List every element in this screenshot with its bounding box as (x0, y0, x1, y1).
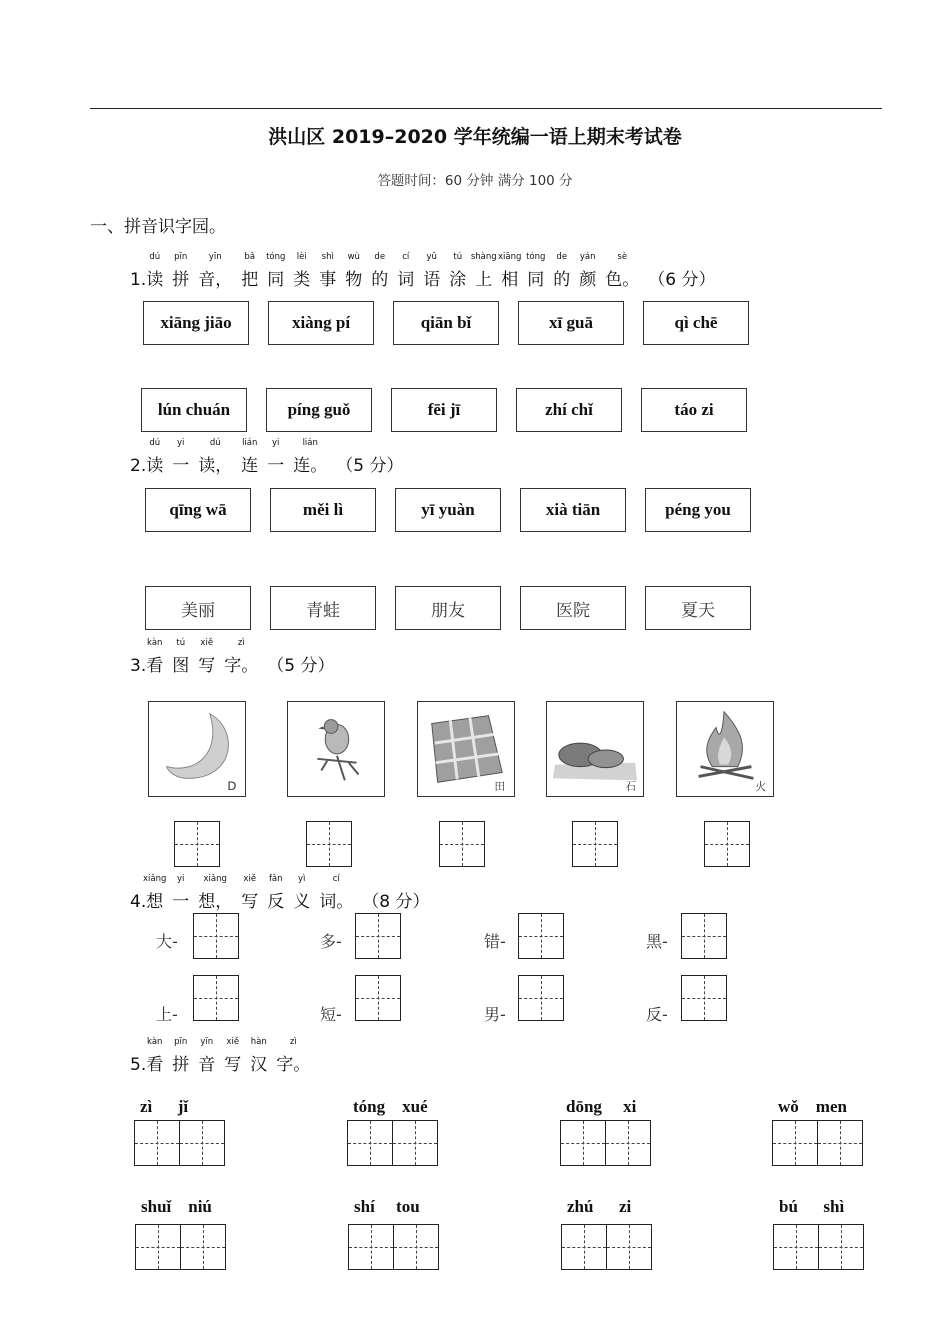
pinyin-word-box[interactable]: péng you (645, 488, 751, 532)
field-picture (417, 701, 515, 797)
pinyin-char: xiě 写 (198, 651, 215, 676)
pinyin-word-box[interactable]: lún chuán (141, 388, 247, 432)
writing-grid[interactable] (560, 1120, 606, 1166)
writing-grid[interactable] (439, 821, 485, 867)
writing-grid[interactable] (704, 821, 750, 867)
pinyin-annotation: yīn (200, 1037, 214, 1047)
pinyin-annotation: de (556, 252, 568, 262)
writing-grid-pair[interactable] (348, 1224, 440, 1270)
pinyin-label: zhú zi (567, 1197, 632, 1216)
pinyin-label: wǒ men (778, 1097, 847, 1116)
question-1-title (130, 252, 716, 290)
score-label: （5 分） (336, 456, 404, 476)
pinyin-annotation: kàn (147, 1037, 163, 1047)
pinyin-label: shí tou (354, 1197, 420, 1216)
writing-grid[interactable] (193, 975, 239, 1021)
antonym-prompt: 上- (156, 1005, 178, 1024)
hanzi-word-box[interactable]: 朋友 (395, 586, 501, 630)
antonym-prompt: 大- (156, 932, 178, 951)
fire-picture (676, 701, 774, 797)
pinyin-char: shàng 上 (475, 265, 492, 290)
pinyin-label: dōng xi (566, 1097, 637, 1116)
svg-text:石: 石 (625, 780, 637, 794)
pinyin-word-box[interactable]: xià tiān (520, 488, 626, 532)
pinyin-char: tóng 同 (527, 265, 544, 290)
pinyin-annotation: bǎ (244, 252, 256, 262)
antonym-prompt: 多- (320, 932, 342, 951)
pinyin-annotation: lián (242, 438, 258, 448)
pinyin-char: bǎ 把 (241, 265, 258, 290)
pinyin-char: zì 字。 (224, 651, 258, 676)
writing-grid[interactable] (518, 975, 564, 1021)
pinyin-annotation: yi (177, 438, 185, 448)
hanzi-word-box[interactable]: 青蛙 (270, 586, 376, 630)
pinyin-word-box[interactable]: fēi jī (391, 388, 497, 432)
pinyin-annotation: yán (579, 252, 596, 262)
hanzi-word-box[interactable]: 夏天 (645, 586, 751, 630)
pinyin-annotation: lèi (296, 252, 307, 262)
pinyin-char: fǎn 反 (267, 887, 284, 912)
writing-grid[interactable] (348, 1224, 394, 1270)
pinyin-word-box[interactable]: xī guā (518, 301, 624, 345)
question-number: 5. (130, 1055, 147, 1075)
pinyin-annotation: lián (302, 438, 318, 448)
stone-icon (547, 702, 643, 796)
pinyin-annotation: tú (453, 252, 463, 262)
question-3-title (130, 638, 335, 676)
antonym-prompt: 反- (646, 1005, 668, 1024)
pinyin-char: xiāng 相 (501, 265, 518, 290)
pinyin-word-box[interactable]: qì chē (643, 301, 749, 345)
pinyin-char: pīn 拼 (172, 1050, 189, 1075)
writing-grid[interactable] (518, 913, 564, 959)
writing-grid-pair[interactable] (134, 1120, 226, 1166)
svg-text:田: 田 (494, 780, 506, 794)
pinyin-label: bú shì (779, 1197, 845, 1216)
pinyin-word-box[interactable]: táo zi (641, 388, 747, 432)
question-number: 2. (130, 456, 147, 476)
pinyin-char: xiǎng 想 (146, 887, 163, 912)
pinyin-annotation: de (374, 252, 386, 262)
pinyin-char: xiǎng 想， (198, 887, 232, 912)
pinyin-word-box[interactable]: qiān bǐ (393, 301, 499, 345)
pinyin-annotation: hàn (250, 1037, 267, 1047)
pinyin-annotation: xiě (200, 638, 214, 648)
pinyin-annotation: yǔ (426, 252, 437, 262)
pinyin-char: shì 事 (319, 265, 336, 290)
pinyin-char: lián 连 (241, 451, 258, 476)
field-icon (418, 702, 514, 796)
pinyin-word-box[interactable]: yī yuàn (395, 488, 501, 532)
writing-grid[interactable] (605, 1120, 651, 1166)
pinyin-annotation: tóng (526, 252, 546, 262)
writing-grid[interactable] (773, 1224, 819, 1270)
question-number: 3. (130, 656, 147, 676)
writing-grid[interactable] (392, 1120, 438, 1166)
bird-icon (288, 702, 384, 796)
hanzi-word-box[interactable]: 美丽 (145, 586, 251, 630)
pinyin-annotation: cí (332, 874, 340, 884)
pinyin-char: tóng 同 (267, 265, 284, 290)
writing-grid-pair[interactable] (347, 1120, 439, 1166)
pinyin-annotation: shì (321, 252, 334, 262)
pinyin-word-box[interactable]: xiàng pí (268, 301, 374, 345)
pinyin-annotation: xiǎng (143, 874, 167, 884)
hanzi-word-box[interactable]: 医院 (520, 586, 626, 630)
top-rule (90, 108, 882, 109)
writing-grid[interactable] (179, 1120, 225, 1166)
pinyin-char: dú 读， (198, 451, 232, 476)
writing-grid[interactable] (817, 1120, 863, 1166)
pinyin-char: tú 涂 (449, 265, 466, 290)
pinyin-char: zì 字。 (276, 1050, 310, 1075)
section-heading: 一、拼音识字园。 (90, 217, 226, 237)
pinyin-word-box[interactable]: zhí chǐ (516, 388, 622, 432)
pinyin-char: kàn 看 (146, 1050, 163, 1075)
pinyin-annotation: wù (347, 252, 360, 262)
pinyin-char: cí 词 (397, 265, 414, 290)
writing-grid[interactable] (174, 821, 220, 867)
question-number: 1. (130, 270, 147, 290)
question-number: 4. (130, 892, 147, 912)
pinyin-char: xiě 写 (224, 1050, 241, 1075)
pinyin-annotation: sè (617, 252, 628, 262)
writing-grid[interactable] (134, 1120, 180, 1166)
pinyin-word-box[interactable]: xiāng jiāo (143, 301, 249, 345)
moon-picture (148, 701, 246, 797)
antonym-prompt: 黑- (646, 932, 668, 951)
writing-grid[interactable] (355, 913, 401, 959)
pinyin-char: yi 一 (172, 887, 189, 912)
antonym-prompt: 错- (484, 932, 506, 951)
pinyin-annotation: kàn (147, 638, 163, 648)
pinyin-char: tú 图 (172, 651, 189, 676)
pinyin-char: lèi 类 (293, 265, 310, 290)
pinyin-char: yīn 音 (198, 1050, 215, 1075)
pinyin-char: de 的 (553, 265, 570, 290)
pinyin-char: wù 物 (345, 265, 362, 290)
pinyin-annotation: dú (149, 438, 161, 448)
pinyin-char: pīn 拼 (172, 265, 189, 290)
pinyin-annotation: yīn (208, 252, 222, 262)
pinyin-label: zì jǐ (140, 1097, 189, 1116)
pinyin-char: xiě 写 (241, 887, 258, 912)
pinyin-char: dú 读 (146, 451, 163, 476)
pinyin-annotation: zì (289, 1037, 297, 1047)
writing-grid[interactable] (606, 1224, 652, 1270)
pinyin-char: de 的 (371, 265, 388, 290)
score-label: （8 分） (362, 892, 430, 912)
pinyin-char: yì 义 (293, 887, 310, 912)
pinyin-annotation: xiǎng (203, 874, 227, 884)
pinyin-annotation: yi (177, 874, 185, 884)
pinyin-annotation: dú (149, 252, 161, 262)
writing-grid[interactable] (772, 1120, 818, 1166)
pinyin-annotation: tú (176, 638, 186, 648)
writing-grid-pair[interactable] (561, 1224, 653, 1270)
writing-grid[interactable] (355, 975, 401, 1021)
antonym-prompt: 男- (484, 1005, 506, 1024)
pinyin-char: cí 词。 (319, 887, 353, 912)
pinyin-annotation: tóng (266, 252, 286, 262)
pinyin-annotation: pīn (174, 1037, 188, 1047)
question-5-title (130, 1037, 319, 1075)
pinyin-annotation: pīn (174, 252, 188, 262)
writing-grid-pair[interactable] (135, 1224, 227, 1270)
writing-grid[interactable] (306, 821, 352, 867)
pinyin-annotation: fǎn (268, 874, 283, 884)
writing-grid[interactable] (561, 1224, 607, 1270)
stone-picture (546, 701, 644, 797)
pinyin-label: tóng xué (353, 1097, 428, 1116)
pinyin-label: shuǐ niú (141, 1197, 212, 1216)
score-label: （6 分） (648, 270, 716, 290)
pinyin-char: yán 颜 (579, 265, 596, 290)
exam-info: 答题时间：60 分钟 满分 100 分 (377, 173, 573, 189)
pinyin-annotation: shàng (470, 252, 497, 262)
writing-grid[interactable] (347, 1120, 393, 1166)
question-4-title (130, 874, 430, 912)
pinyin-annotation: xiě (243, 874, 257, 884)
pinyin-char: yīn 音， (198, 265, 232, 290)
writing-grid[interactable] (135, 1224, 181, 1270)
pinyin-char: hàn 汉 (250, 1050, 267, 1075)
writing-grid[interactable] (572, 821, 618, 867)
moon-icon (149, 702, 245, 796)
pinyin-word-box[interactable]: qīng wā (145, 488, 251, 532)
pinyin-annotation: cí (402, 252, 410, 262)
score-label: （5 分） (267, 656, 335, 676)
pinyin-annotation: yi (272, 438, 280, 448)
writing-grid[interactable] (681, 975, 727, 1021)
writing-grid[interactable] (393, 1224, 439, 1270)
pinyin-word-box[interactable]: píng guǒ (266, 388, 372, 432)
pinyin-annotation: xiě (226, 1037, 240, 1047)
pinyin-char: yǔ 语 (423, 265, 440, 290)
svg-text:D: D (227, 779, 237, 794)
writing-grid[interactable] (193, 913, 239, 959)
pinyin-annotation: dú (209, 438, 221, 448)
writing-grid-pair[interactable] (773, 1224, 865, 1270)
pinyin-annotation: zì (237, 638, 245, 648)
fire-icon (677, 702, 773, 796)
writing-grid[interactable] (681, 913, 727, 959)
writing-grid[interactable] (818, 1224, 864, 1270)
pinyin-word-box[interactable]: měi lì (270, 488, 376, 532)
pinyin-char: sè 色。 (605, 265, 639, 290)
pinyin-annotation: xiāng (498, 252, 522, 262)
pinyin-char: dú 读 (146, 265, 163, 290)
pinyin-char: yi 一 (172, 451, 189, 476)
pinyin-char: kàn 看 (146, 651, 163, 676)
writing-grid-pair[interactable] (772, 1120, 864, 1166)
bird-picture (287, 701, 385, 797)
question-2-title (130, 438, 404, 476)
svg-text:火: 火 (755, 780, 767, 794)
pinyin-annotation: yì (298, 874, 306, 884)
pinyin-char: lián 连。 (293, 451, 327, 476)
pinyin-char: yi 一 (267, 451, 284, 476)
writing-grid-pair[interactable] (560, 1120, 652, 1166)
page-title: 洪山区 2019–2020 学年统编一语上期末考试卷 (268, 126, 682, 148)
writing-grid[interactable] (180, 1224, 226, 1270)
antonym-prompt: 短- (320, 1005, 342, 1024)
